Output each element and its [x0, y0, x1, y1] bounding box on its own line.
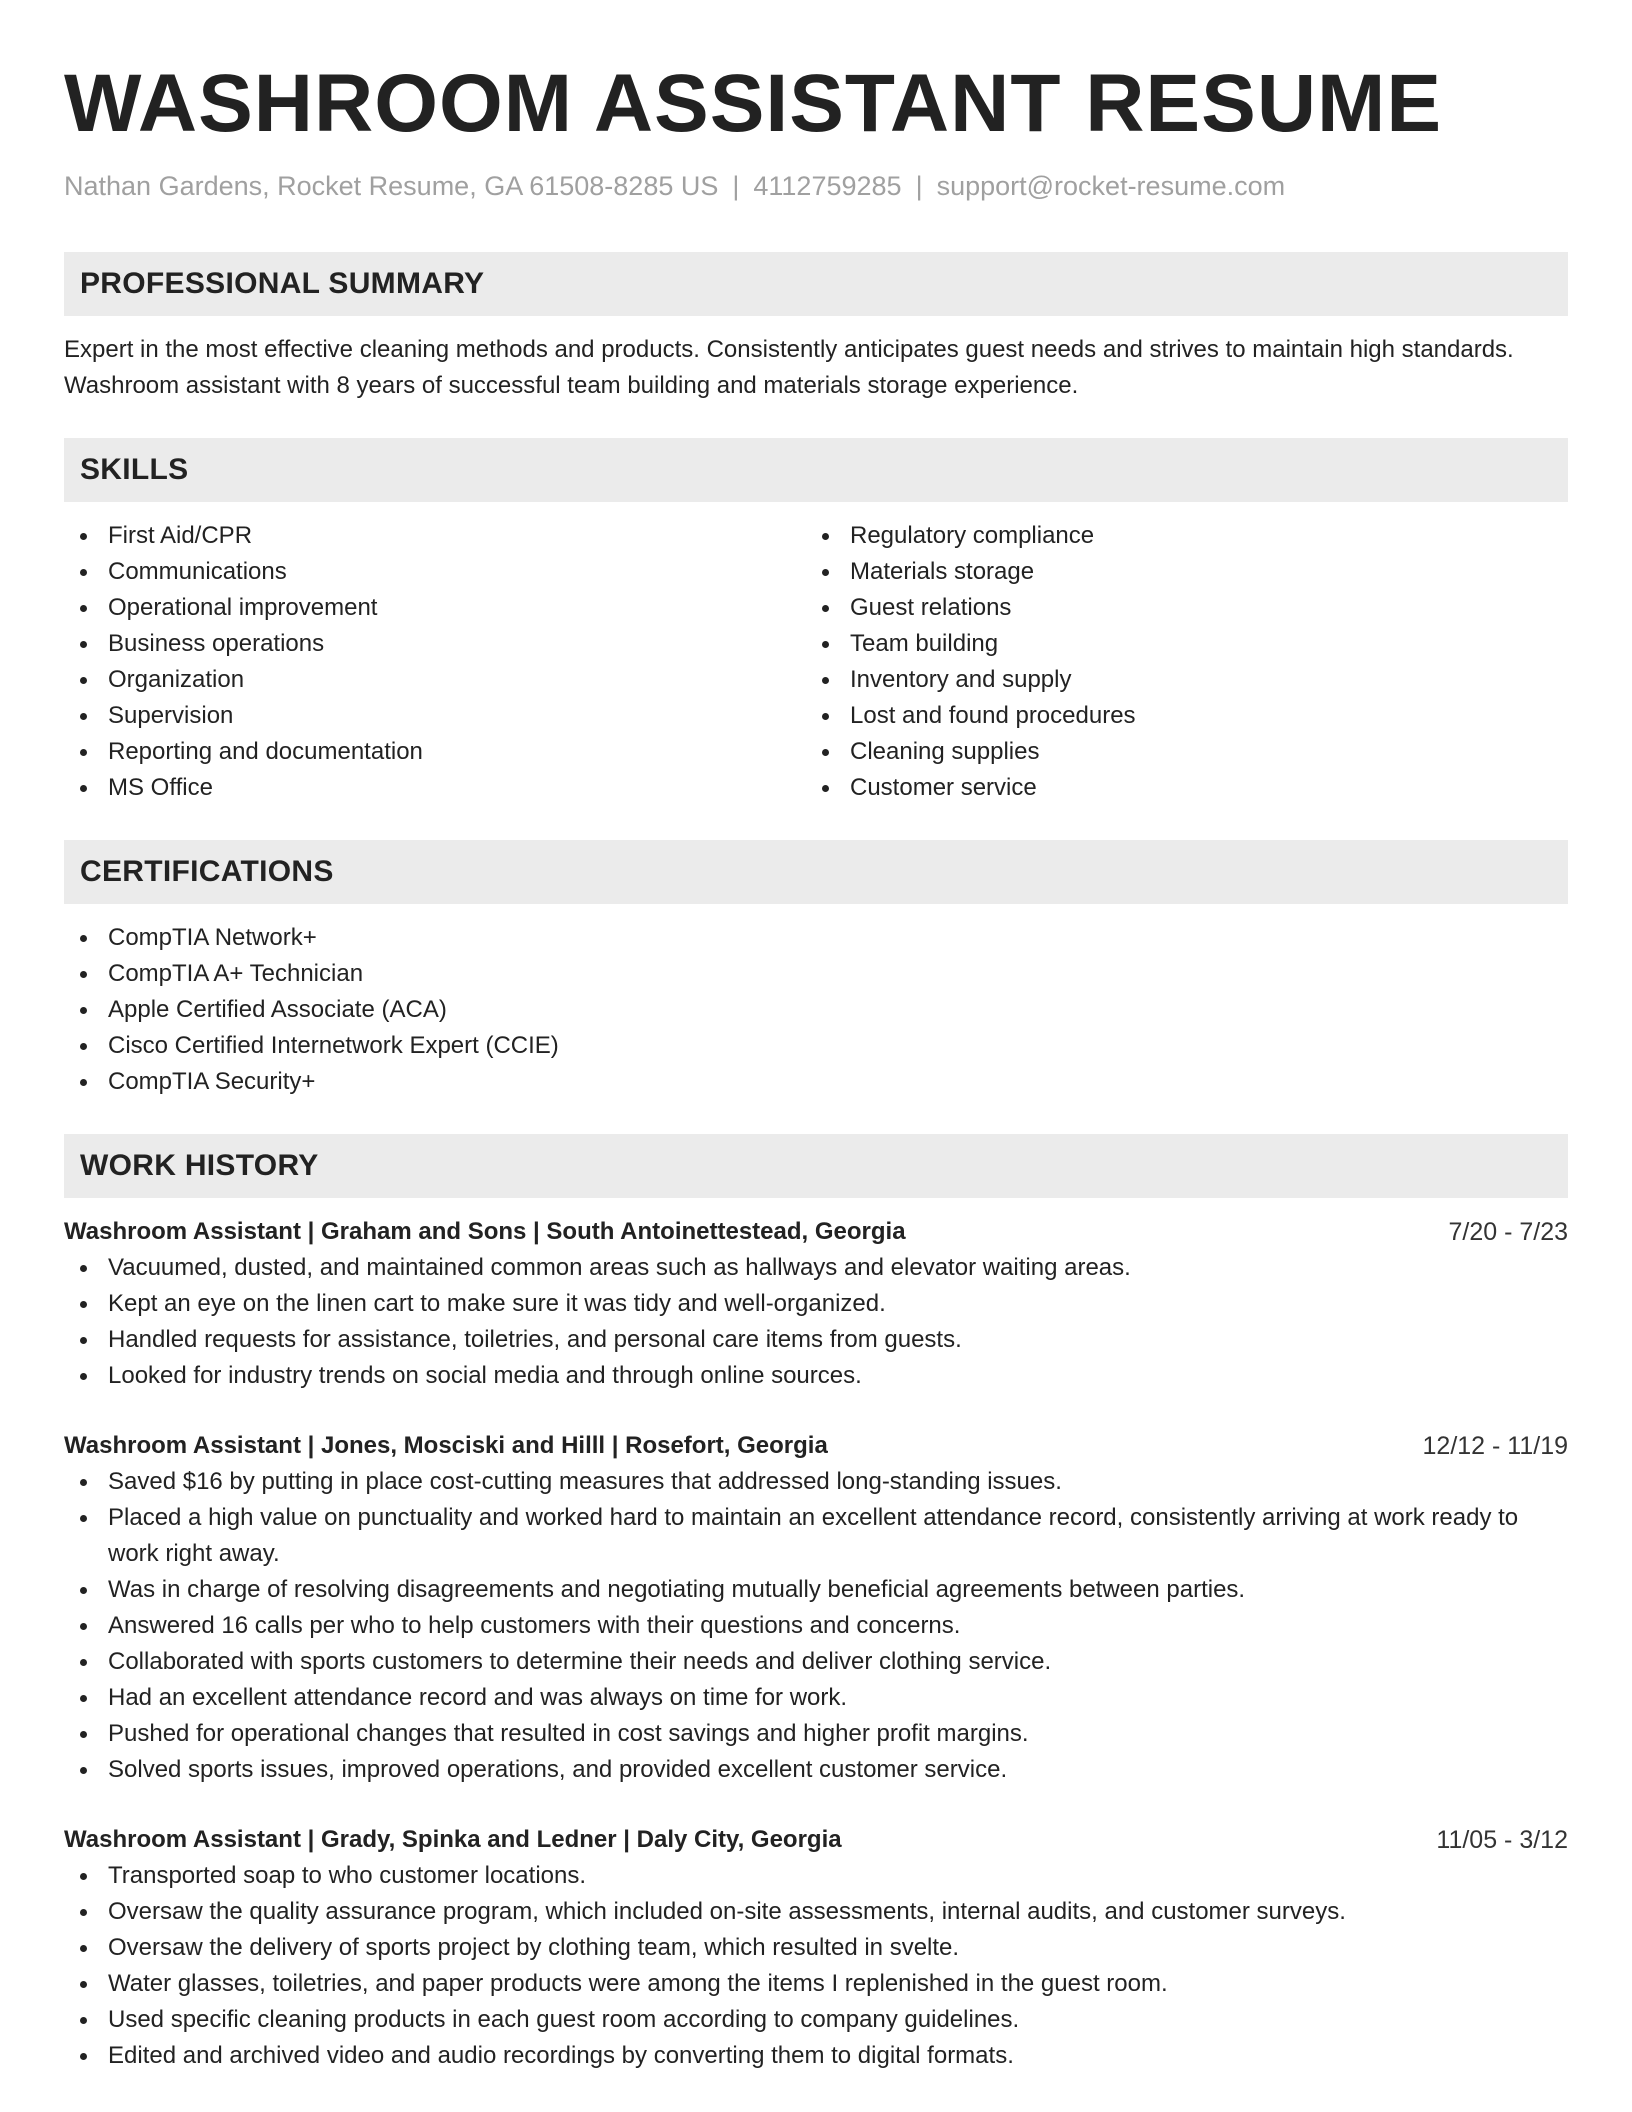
contact-separator: | [732, 171, 740, 201]
skill-item: Cleaning supplies [806, 734, 1548, 770]
job-entry [64, 1214, 1568, 1394]
certification-item: Cisco Certified Internetwork Expert (CCIE) [64, 1028, 1568, 1064]
skill-item: Customer service [806, 770, 1548, 806]
skill-item: Supervision [64, 698, 806, 734]
section-header-certifications: CERTIFICATIONS [64, 840, 1568, 904]
job-bullet: Looked for industry trends on social media and through online sources. [64, 1358, 1568, 1394]
job-header [64, 1214, 1568, 1250]
skill-item: Organization [64, 662, 806, 698]
job-bullets [64, 1858, 1568, 2074]
section-header-skills: SKILLS [64, 438, 1568, 502]
certifications-list [64, 920, 1568, 1100]
contact-phone: 4112759285 [753, 171, 902, 201]
job-heading: Washroom Assistant | Jones, Mosciski and Hilll | Rosefort, Georgia [64, 1432, 828, 1459]
job-bullet: Was in charge of resolving disagreements and negotiating mutually beneficial agreements between parties. [64, 1572, 1568, 1608]
job-bullet: Oversaw the quality assurance program, which included on-site assessments, internal audits, and customer surveys. [64, 1894, 1568, 1930]
job-bullet: Had an excellent attendance record and was always on time for work. [64, 1680, 1568, 1716]
job-bullet: Edited and archived video and audio recordings by converting them to digital formats. [64, 2038, 1568, 2074]
job-bullet: Handled requests for assistance, toiletries, and personal care items from guests. [64, 1322, 1568, 1358]
skill-item: First Aid/CPR [64, 518, 806, 554]
job-bullet: Placed a high value on punctuality and worked hard to maintain an excellent attendance record, consistently arriving at work ready to work right away. [64, 1500, 1568, 1572]
contact-separator: | [915, 171, 923, 201]
job-bullet: Saved $16 by putting in place cost-cutting measures that addressed long-standing issues. [64, 1464, 1568, 1500]
skill-item: Guest relations [806, 590, 1548, 626]
certification-item: Apple Certified Associate (ACA) [64, 992, 1568, 1028]
skill-item: Operational improvement [64, 590, 806, 626]
job-bullet: Vacuumed, dusted, and maintained common areas such as hallways and elevator waiting areas. [64, 1250, 1568, 1286]
skill-item: MS Office [64, 770, 806, 806]
section-header-work-history: WORK HISTORY [64, 1134, 1568, 1198]
skill-item: Business operations [64, 626, 806, 662]
contact-line [64, 168, 1568, 204]
job-header [64, 1822, 1568, 1858]
skill-item: Team building [806, 626, 1548, 662]
skill-item: Inventory and supply [806, 662, 1548, 698]
resume-title: WASHROOM ASSISTANT RESUME [64, 58, 1443, 149]
job-bullet: Water glasses, toiletries, and paper products were among the items I replenished in the guest room. [64, 1966, 1568, 2002]
skills-list [64, 518, 1568, 806]
job-dates: 11/05 - 3/12 [1436, 1826, 1568, 1854]
job-dates: 12/12 - 11/19 [1422, 1432, 1568, 1460]
job-bullet: Solved sports issues, improved operations, and provided excellent customer service. [64, 1752, 1568, 1788]
job-bullet: Transported soap to who customer locations. [64, 1858, 1568, 1894]
section-header-summary: PROFESSIONAL SUMMARY [64, 252, 1568, 316]
certification-item: CompTIA A+ Technician [64, 956, 1568, 992]
job-bullet: Answered 16 calls per who to help customers with their questions and concerns. [64, 1608, 1568, 1644]
contact-address: Nathan Gardens, Rocket Resume, GA 61508-8285 US [64, 171, 719, 201]
summary-text: Expert in the most effective cleaning methods and products. Consistently anticipates guest needs and strives to maintain high standards. Washroom assistant with 8 years of successful team building and materials storage experience. [64, 336, 1514, 399]
job-bullet: Kept an eye on the linen cart to make sure it was tidy and well-organized. [64, 1286, 1568, 1322]
skill-item: Materials storage [806, 554, 1548, 590]
skill-item: Lost and found procedures [806, 698, 1548, 734]
certification-item: CompTIA Network+ [64, 920, 1568, 956]
skills-column-left [64, 518, 806, 806]
job-entry [64, 1428, 1568, 1788]
skill-item: Communications [64, 554, 806, 590]
job-header [64, 1428, 1568, 1464]
job-bullet: Used specific cleaning products in each guest room according to company guidelines. [64, 2002, 1568, 2038]
skill-item: Regulatory compliance [806, 518, 1548, 554]
job-bullet: Collaborated with sports customers to determine their needs and deliver clothing service. [64, 1644, 1568, 1680]
job-bullet: Pushed for operational changes that resulted in cost savings and higher profit margins. [64, 1716, 1568, 1752]
skills-column-right [806, 518, 1548, 806]
job-bullets [64, 1464, 1568, 1788]
certification-item: CompTIA Security+ [64, 1064, 1568, 1100]
job-dates: 7/20 - 7/23 [1448, 1218, 1568, 1246]
job-entry [64, 1822, 1568, 2074]
contact-email: support@rocket-resume.com [936, 171, 1286, 201]
job-bullets [64, 1250, 1568, 1394]
job-heading: Washroom Assistant | Graham and Sons | South Antoinettestead, Georgia [64, 1218, 906, 1245]
job-bullet: Oversaw the delivery of sports project by clothing team, which resulted in svelte. [64, 1930, 1568, 1966]
job-heading: Washroom Assistant | Grady, Spinka and Ledner | Daly City, Georgia [64, 1826, 842, 1853]
skill-item: Reporting and documentation [64, 734, 806, 770]
